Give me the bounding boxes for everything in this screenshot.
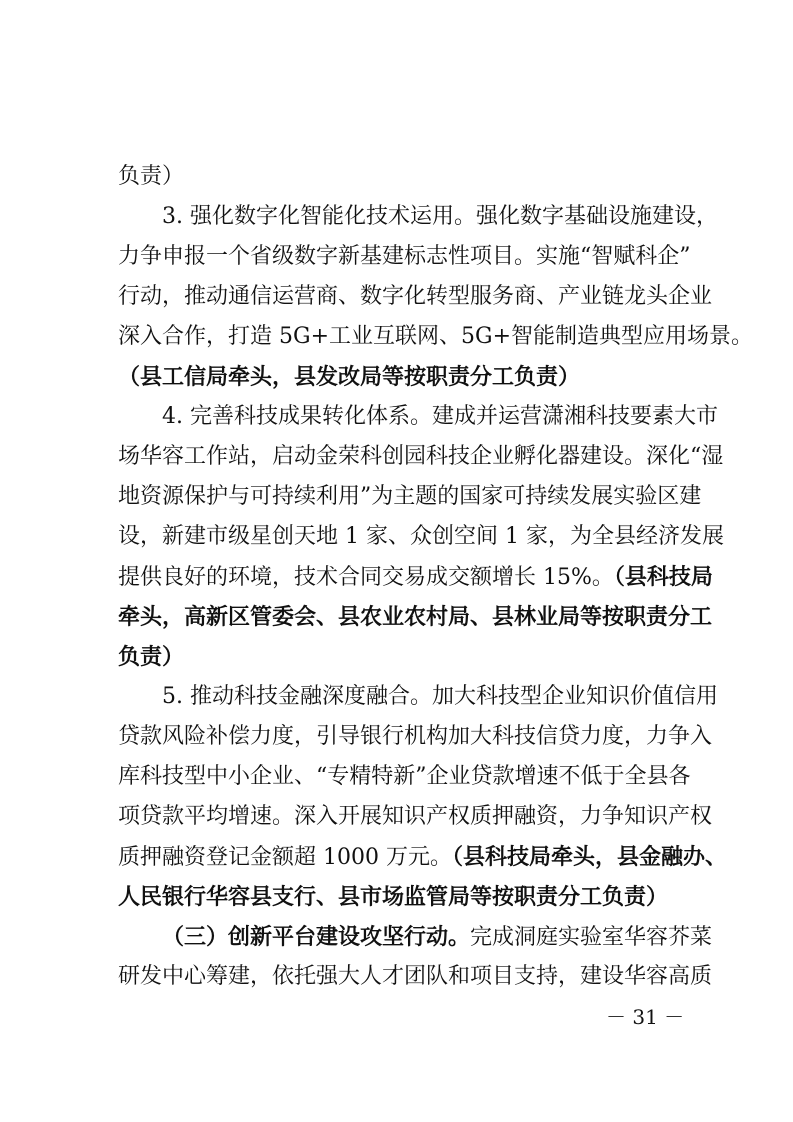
line-17-seg-1: 项贷款平均增速。深入开展知识产权质押融资，力争知识产权 bbox=[118, 804, 713, 829]
line-13-seg-1: 负责） bbox=[118, 644, 185, 670]
line-21-seg-1: 研发中心筹建，依托强大人才团队和项目支持，建设华容高质 bbox=[118, 964, 713, 989]
section-3-heading: （三）创新平台建设攻坚行动。 bbox=[162, 924, 471, 950]
text-line-13 bbox=[118, 637, 678, 677]
line-10-seg-1: 设，新建市级星创天地 1 家、众创空间 1 家，为全县经济发展 bbox=[118, 524, 724, 549]
text-line-11 bbox=[118, 557, 713, 597]
text-line-8 bbox=[118, 437, 724, 477]
item-5-heading: 5. 推动科技金融深度融合。 bbox=[162, 684, 432, 709]
line-4-seg-1: 行动，推动通信运营商、数字化转型服务商、产业链龙头企业 bbox=[118, 284, 713, 309]
line-5-seg-1: 深入合作，打造 5G+工业互联网、5G+智能制造典型应用场景。 bbox=[118, 324, 754, 349]
item-3-heading: 3. 强化数字化智能化技术运用。 bbox=[162, 204, 476, 229]
text-line-16 bbox=[118, 757, 691, 797]
line-3-seg-1: 力争申报一个省级数字新基建标志性项目。实施“智赋科企” bbox=[118, 244, 691, 269]
text-line-3 bbox=[118, 237, 691, 277]
responsibility-note-5-start: （县科技局牵头，县金融办、 bbox=[451, 844, 727, 870]
text-line-6 bbox=[118, 357, 678, 397]
line-18-seg-1: 质押融资登记金额超 1000 万元。 bbox=[118, 845, 452, 870]
text-line-2 bbox=[162, 197, 718, 237]
text-line-10 bbox=[118, 517, 724, 557]
text-line-17 bbox=[118, 797, 713, 837]
line-16-seg-1: 库科技型中小企业、“专精特新”企业贷款增速不低于全县各 bbox=[118, 764, 691, 789]
line-1-seg-1: 负责） bbox=[118, 164, 185, 189]
item-4-heading: 4. 完善科技成果转化体系。 bbox=[162, 404, 432, 429]
text-line-15 bbox=[118, 717, 713, 757]
line-7-seg-2: 建成并运营潇湘科技要素大市 bbox=[431, 404, 718, 429]
text-line-21 bbox=[118, 957, 713, 997]
line-19-seg-1: 人民银行华容县支行、县市场监管局等按职责分工负责） bbox=[118, 884, 669, 910]
text-line-18 bbox=[118, 837, 727, 877]
line-9-seg-1: 地资源保护与可持续利用”为主题的国家可持续发展实验区建 bbox=[118, 484, 702, 509]
page-number: － 31 － bbox=[606, 1005, 685, 1029]
line-2-seg-2: 强化数字基础设施建设， bbox=[475, 204, 718, 229]
line-11-seg-1: 提供良好的环境，技术合同交易成交额增长 15%。 bbox=[118, 565, 614, 590]
text-line-20 bbox=[162, 917, 713, 957]
responsibility-note-4-start: （县科技局 bbox=[613, 564, 713, 590]
text-line-14 bbox=[162, 677, 718, 717]
text-line-1 bbox=[118, 157, 678, 197]
text-line-9 bbox=[118, 477, 702, 517]
text-line-19 bbox=[118, 877, 678, 917]
line-14-seg-2: 加大科技型企业知识价值信用 bbox=[431, 684, 718, 709]
line-20-seg-2: 完成洞庭实验室华容芥菜 bbox=[470, 925, 713, 950]
text-line-7 bbox=[162, 397, 718, 437]
line-8-seg-1: 场华容工作站，启动金荣科创园科技企业孵化器建设。深化“湿 bbox=[118, 444, 724, 469]
text-line-4 bbox=[118, 277, 713, 317]
line-12-seg-1: 牵头，高新区管委会、县农业农村局、县林业局等按职责分工 bbox=[118, 604, 713, 630]
text-line-5 bbox=[118, 317, 754, 357]
responsibility-note-3: （县工信局牵头，县发改局等按职责分工负责） bbox=[118, 364, 581, 390]
line-15-seg-1: 贷款风险补偿力度，引导银行机构加大科技信贷力度，力争入 bbox=[118, 724, 713, 749]
text-line-12 bbox=[118, 597, 713, 637]
